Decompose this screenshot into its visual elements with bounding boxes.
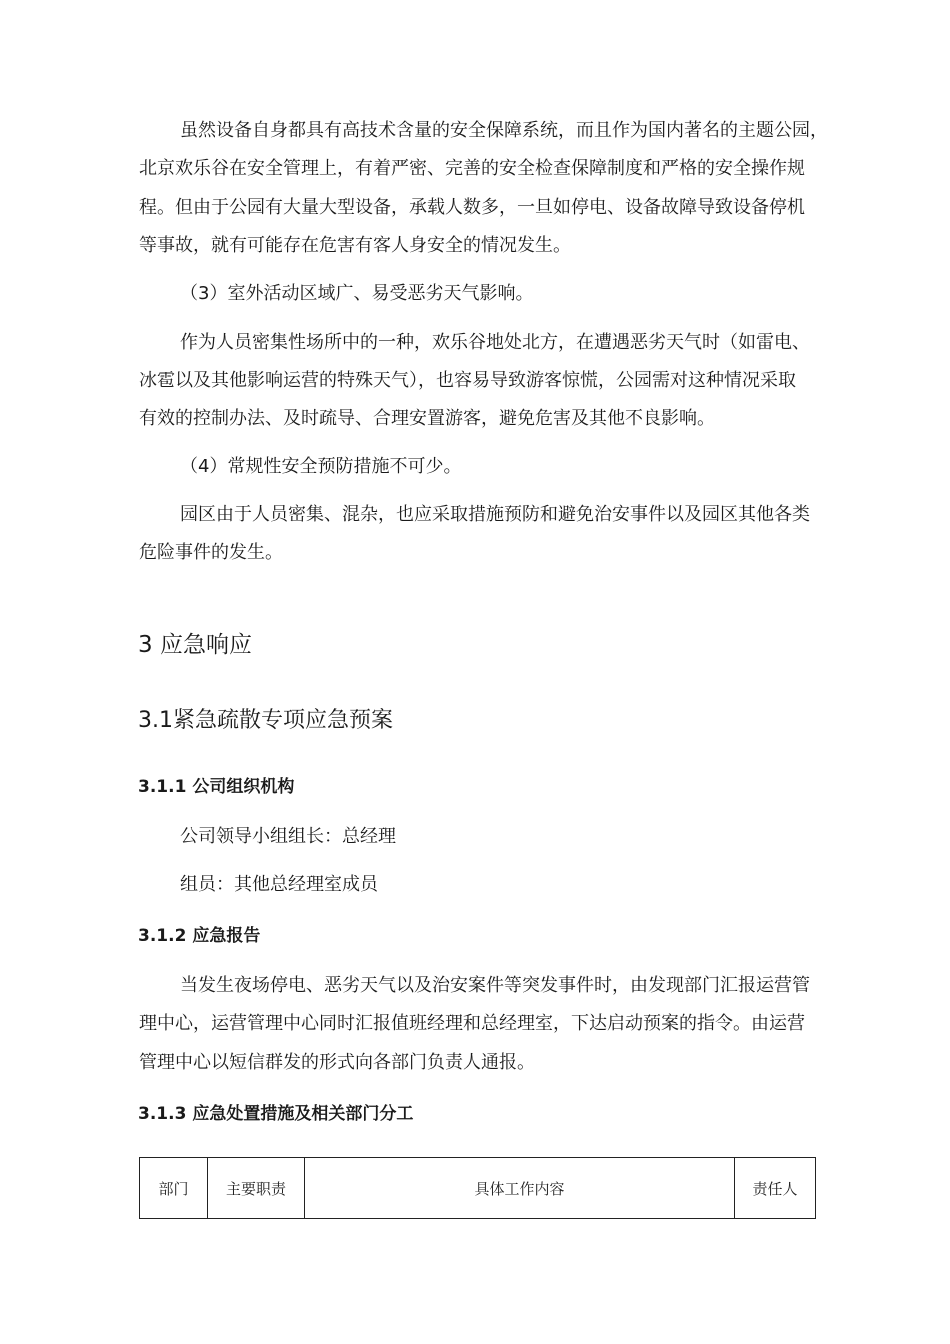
paragraph-line: 危险事件的发生。 (139, 542, 283, 563)
paragraph-line: 北京欢乐谷在安全管理上，有着严密、完善的安全检查保障制度和严格的安全操作规 (139, 158, 805, 179)
paragraph-line: 冰雹以及其他影响运营的特殊天气），也容易导致游客惊慌，公园需对这种情况采取 (139, 370, 796, 391)
table-header-duties: 主要职责 (208, 1158, 305, 1219)
section-heading-3-1: 3.1紧急疏散专项应急预案 (138, 708, 393, 733)
paragraph-line: 虽然设备自身都具有高技术含量的安全保障系统，而且作为国内著名的主题公园， (180, 120, 828, 141)
list-item-4: （4）常规性安全预防措施不可少。 (180, 456, 462, 477)
section-heading-3: 3 应急响应 (138, 632, 252, 658)
list-item-3: （3）室外活动区域广、易受恶劣天气影响。 (180, 283, 534, 304)
paragraph-line: 作为人员密集性场所中的一种，欢乐谷地处北方，在遭遇恶劣天气时（如雷电、 (180, 332, 810, 353)
paragraph-line: 管理中心以短信群发的形式向各部门负责人通报。 (139, 1052, 535, 1073)
org-leader: 公司领导小组组长：总经理 (180, 826, 396, 847)
org-members: 组员：其他总经理室成员 (180, 874, 378, 895)
section-heading-3-1-1: 3.1.1 公司组织机构 (138, 777, 295, 797)
paragraph-line: 当发生夜场停电、恶劣天气以及治安案件等突发事件时，由发现部门汇报运营管 (180, 975, 810, 996)
paragraph-line: 理中心，运营管理中心同时汇报值班经理和总经理室，下达启动预案的指令。由运营 (139, 1013, 805, 1034)
paragraph-line: 有效的控制办法、及时疏导、合理安置游客，避免危害及其他不良影响。 (139, 408, 715, 429)
table-header-department: 部门 (140, 1158, 208, 1219)
section-heading-3-1-3: 3.1.3 应急处置措施及相关部门分工 (138, 1104, 414, 1124)
section-heading-3-1-2: 3.1.2 应急报告 (138, 926, 261, 946)
paragraph-line: 园区由于人员密集、混杂，也应采取措施预防和避免治安事件以及园区其他各类 (180, 504, 810, 525)
paragraph-line: 程。但由于公园有大量大型设备，承载人数多，一旦如停电、设备故障导致设备停机 (139, 197, 805, 218)
duty-table (139, 1157, 816, 1219)
paragraph-line: 等事故，就有可能存在危害有客人身安全的情况发生。 (139, 235, 571, 256)
table-header-work-content: 具体工作内容 (305, 1158, 735, 1219)
table-header-responsible: 责任人 (735, 1158, 816, 1219)
table-header-row (140, 1158, 816, 1219)
